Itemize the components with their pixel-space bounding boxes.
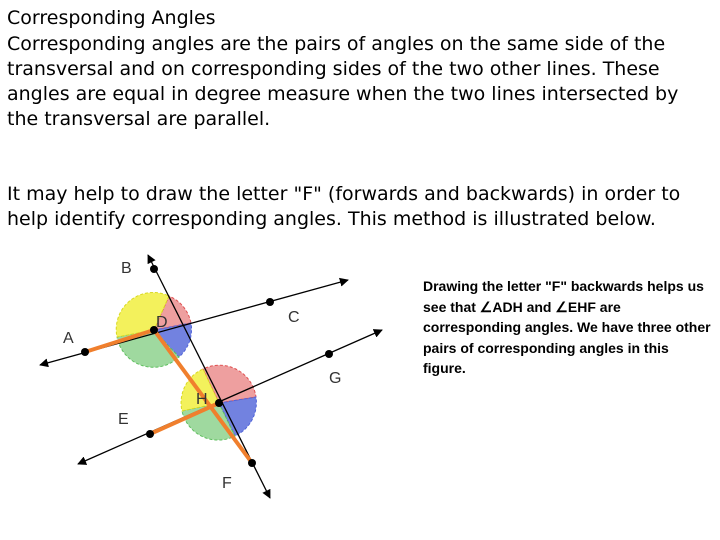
point-a — [81, 348, 89, 356]
point-c — [266, 298, 274, 306]
point-b — [150, 265, 158, 273]
label-h: H — [196, 391, 208, 408]
definition-paragraph: Corresponding angles are the pairs of angles on the same side of the transversal and on corresponding sides of the two other lines. These angles are equal in degree measure when the two lines intersected by the transversal are parallel. — [7, 33, 679, 130]
label-e: E — [118, 411, 129, 428]
point-h — [215, 399, 223, 407]
point-e — [146, 430, 154, 438]
label-g: G — [329, 370, 342, 387]
label-b: B — [121, 260, 132, 277]
label-f: F — [222, 475, 232, 492]
figure-caption: Drawing the letter "F" backwards helps us see that ∠ADH and ∠EHF are corresponding angles. We have three other pairs of corresponding angles in this figure. — [423, 278, 711, 376]
label-d: D — [156, 314, 168, 331]
point-g — [325, 350, 333, 358]
page-title: Corresponding Angles — [7, 7, 216, 29]
label-a: A — [63, 330, 74, 347]
f-method-paragraph: It may help to draw the letter "F" (forwards and backwards) in order to help identify corresponding angles. This method is illustrated below. — [7, 183, 681, 230]
point-f — [248, 459, 256, 467]
label-c: C — [288, 309, 300, 326]
